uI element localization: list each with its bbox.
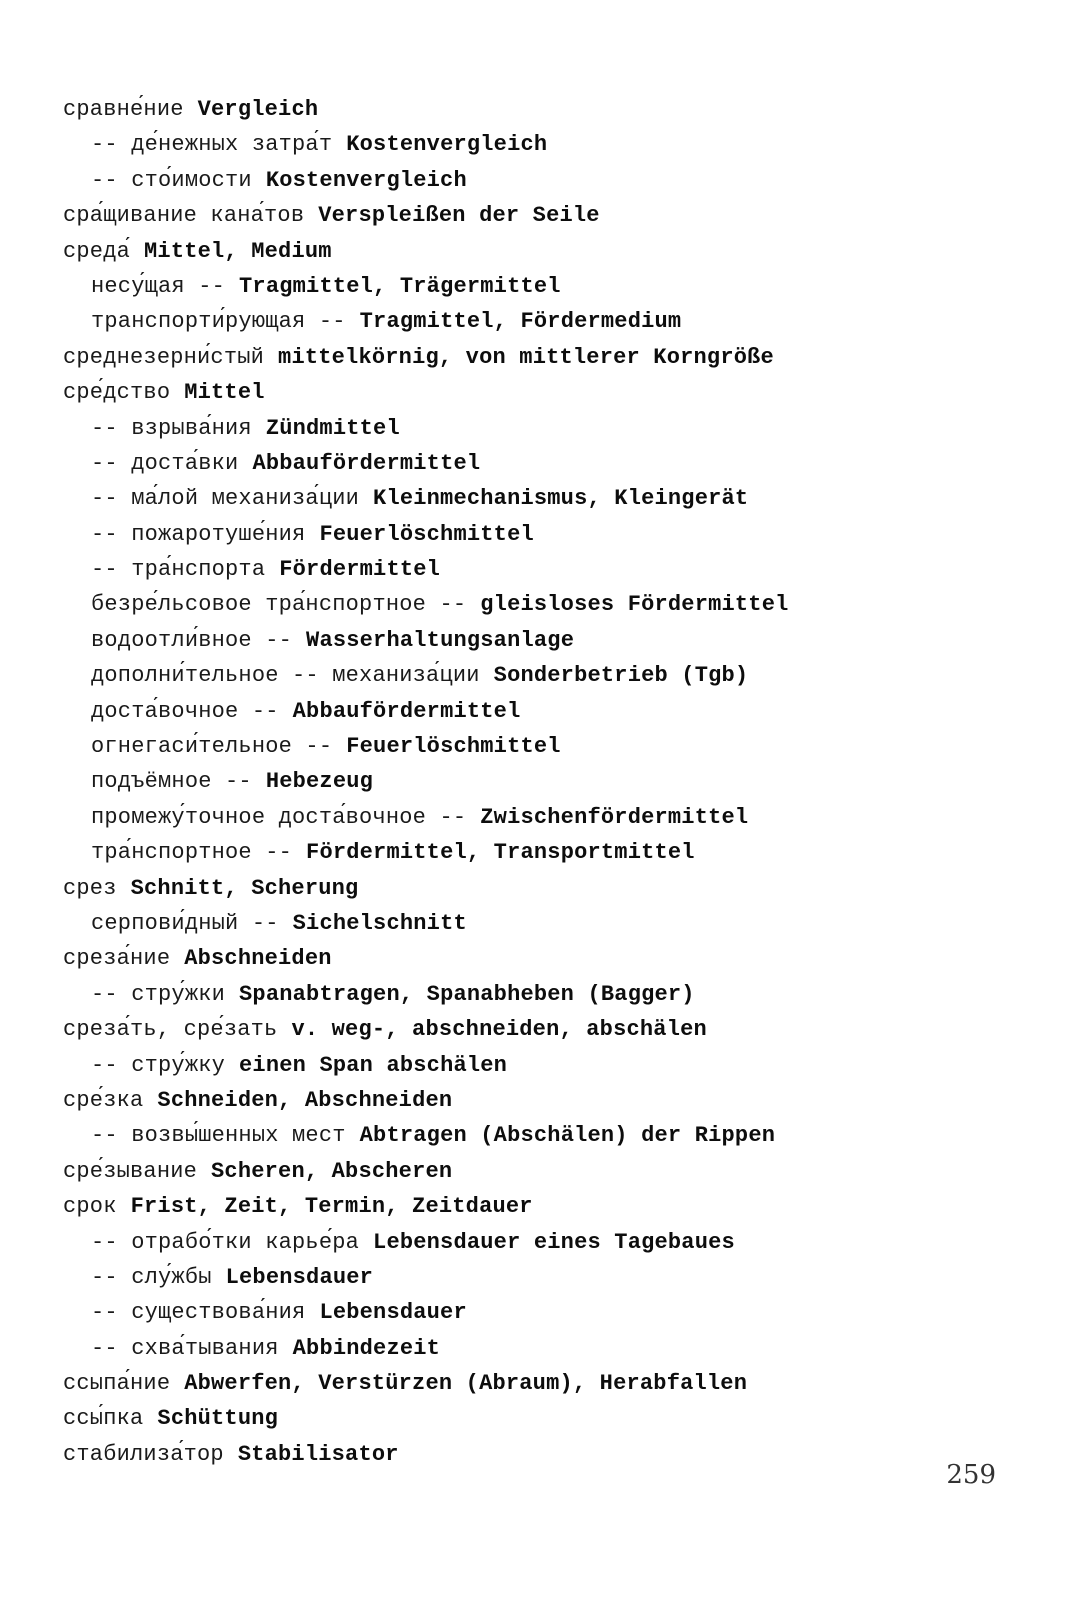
german-translation: Wasserhaltungsanlage: [306, 627, 575, 653]
subentry: [63, 1260, 1003, 1295]
subentry: [63, 1295, 1003, 1330]
russian-term: стабилиза́тор: [63, 1441, 224, 1467]
russian-term: -- слу́жбы: [91, 1264, 212, 1290]
subentry: [63, 694, 1003, 729]
headword-entry: [63, 1083, 1003, 1118]
russian-term: подъёмное --: [91, 769, 252, 795]
subentry: [63, 411, 1003, 446]
subentry: [63, 729, 1003, 764]
russian-term: транспорти́рующая --: [91, 309, 346, 335]
russian-term: срез: [63, 875, 117, 901]
russian-term: серпови́дный --: [91, 910, 279, 936]
russian-term: сравне́ние: [63, 97, 184, 122]
german-translation: Zwischenfördermittel: [480, 804, 749, 830]
german-translation: Abbindezeit: [292, 1335, 441, 1361]
german-translation: Lebensdauer: [319, 1300, 467, 1326]
entry-list: [63, 92, 1003, 1472]
headword-entry: [63, 1012, 1003, 1047]
german-translation: mittelkörnig, von mittlerer Korngröße: [278, 344, 774, 370]
german-translation: Kostenvergleich: [346, 132, 548, 158]
subentry: [63, 764, 1003, 799]
russian-term: -- стру́жку: [91, 1052, 226, 1078]
russian-term: промежу́точное доста́вочное --: [91, 804, 467, 830]
headword-entry: [63, 1437, 1003, 1472]
subentry: [63, 906, 1003, 941]
german-translation: Abtragen (Abschälen) der Rippen: [359, 1123, 776, 1149]
headword-entry: [63, 375, 1003, 410]
russian-term: -- взрыва́ния: [91, 415, 252, 441]
headword-entry: [63, 92, 1003, 127]
russian-term: -- существова́ния: [91, 1300, 306, 1326]
subentry: [63, 517, 1003, 552]
russian-term: сра́щивание кана́тов: [63, 203, 305, 229]
russian-term: водоотли́вное --: [91, 627, 293, 653]
german-translation: Schnitt, Scherung: [130, 875, 359, 901]
german-translation: Hebezeug: [265, 769, 374, 795]
german-translation: einen Span abschälen: [239, 1052, 508, 1078]
subentry: [63, 1225, 1003, 1260]
subentry: [63, 1118, 1003, 1153]
russian-term: -- доста́вки: [91, 450, 239, 476]
russian-term: дополни́тельное -- механиза́ции: [91, 663, 480, 689]
german-translation: Mittel: [184, 380, 265, 406]
russian-term: -- стру́жки: [91, 981, 226, 1007]
subentry: [63, 835, 1003, 870]
russian-term: среза́ть, сре́зать: [63, 1017, 278, 1043]
subentry: [63, 304, 1003, 339]
german-translation: Feuerlöschmittel: [346, 734, 561, 760]
russian-term: несу́щая --: [91, 273, 226, 299]
subentry: [63, 446, 1003, 481]
headword-entry: [63, 941, 1003, 976]
subentry: [63, 977, 1003, 1012]
german-translation: Sonderbetrieb (Tgb): [493, 663, 749, 689]
russian-term: огнегаси́тельное --: [91, 734, 333, 760]
russian-term: сре́зка: [63, 1087, 144, 1113]
russian-term: ссы́пка: [63, 1406, 144, 1432]
russian-term: -- возвы́шенных мест: [91, 1123, 346, 1149]
russian-term: среза́ние: [63, 946, 171, 972]
german-translation: Scheren, Abscheren: [211, 1158, 453, 1184]
german-translation: Spanabtragen, Spanabheben (Bagger): [239, 981, 695, 1007]
russian-term: тра́нспортное --: [91, 840, 293, 866]
headword-entry: [63, 871, 1003, 906]
subentry: [63, 163, 1003, 198]
headword-entry: [63, 1401, 1003, 1436]
russian-term: -- тра́нспорта: [91, 557, 266, 583]
russian-term: сре́зывание: [63, 1158, 198, 1184]
russian-term: среднезерни́стый: [63, 344, 265, 370]
subentry: [63, 552, 1003, 587]
german-translation: Abbaufördermittel: [292, 698, 521, 724]
german-translation: Kostenvergleich: [265, 167, 467, 193]
russian-term: -- де́нежных затра́т: [91, 132, 333, 158]
german-translation: Schneiden, Abschneiden: [157, 1087, 453, 1113]
russian-term: доста́вочное --: [91, 698, 279, 724]
subentry: [63, 1048, 1003, 1083]
german-translation: Zündmittel: [265, 415, 400, 441]
german-translation: Frist, Zeit, Termin, Zeitdauer: [130, 1194, 533, 1220]
subentry: [63, 623, 1003, 658]
german-translation: Kleinmechanismus, Kleingerät: [373, 486, 749, 512]
headword-entry: [63, 198, 1003, 233]
headword-entry: [63, 1154, 1003, 1189]
russian-term: -- пожаротуше́ния: [91, 521, 306, 547]
russian-term: ссыпа́ние: [63, 1371, 171, 1397]
german-translation: Stabilisator: [237, 1441, 399, 1467]
russian-term: среда́: [63, 238, 131, 264]
german-translation: Verspleißen der Seile: [318, 203, 600, 229]
german-translation: Abschneiden: [184, 946, 332, 972]
german-translation: Mittel, Medium: [144, 238, 332, 264]
subentry: [63, 127, 1003, 162]
german-translation: Abbaufördermittel: [252, 450, 481, 476]
russian-term: -- сто́имости: [91, 167, 252, 193]
german-translation: Abwerfen, Verstürzen (Abraum), Herabfallen: [184, 1371, 748, 1397]
russian-term: сре́дство: [63, 380, 171, 406]
headword-entry: [63, 340, 1003, 375]
german-translation: Lebensdauer: [225, 1264, 374, 1290]
russian-term: -- ма́лой механиза́ции: [91, 486, 360, 512]
russian-term: безре́льсовое тра́нспортное --: [91, 592, 467, 618]
german-translation: Schüttung: [157, 1406, 279, 1432]
german-translation: Sichelschnitt: [292, 910, 467, 936]
subentry: [63, 1331, 1003, 1366]
german-translation: Lebensdauer eines Tagebaues: [373, 1229, 735, 1255]
russian-term: -- отрабо́тки карье́ра: [91, 1229, 360, 1255]
german-translation: Tragmittel, Trägermittel: [239, 273, 561, 299]
german-translation: gleisloses Fördermittel: [480, 592, 789, 618]
subentry: [63, 587, 1003, 622]
german-translation: Tragmittel, Fördermedium: [359, 309, 682, 335]
headword-entry: [63, 234, 1003, 269]
subentry: [63, 658, 1003, 693]
german-translation: Fördermittel, Transportmittel: [306, 840, 695, 866]
russian-term: срок: [63, 1194, 117, 1220]
russian-term: -- схва́тывания: [91, 1335, 279, 1361]
subentry: [63, 481, 1003, 516]
german-translation: Feuerlöschmittel: [319, 521, 534, 547]
german-translation: Fördermittel: [279, 557, 441, 583]
german-translation: Vergleich: [197, 97, 319, 122]
headword-entry: [63, 1189, 1003, 1224]
german-translation: v. weg-, abschneiden, abschälen: [291, 1017, 707, 1043]
subentry: [63, 269, 1003, 304]
subentry: [63, 800, 1003, 835]
page-number: 259: [946, 1460, 996, 1490]
headword-entry: [63, 1366, 1003, 1401]
